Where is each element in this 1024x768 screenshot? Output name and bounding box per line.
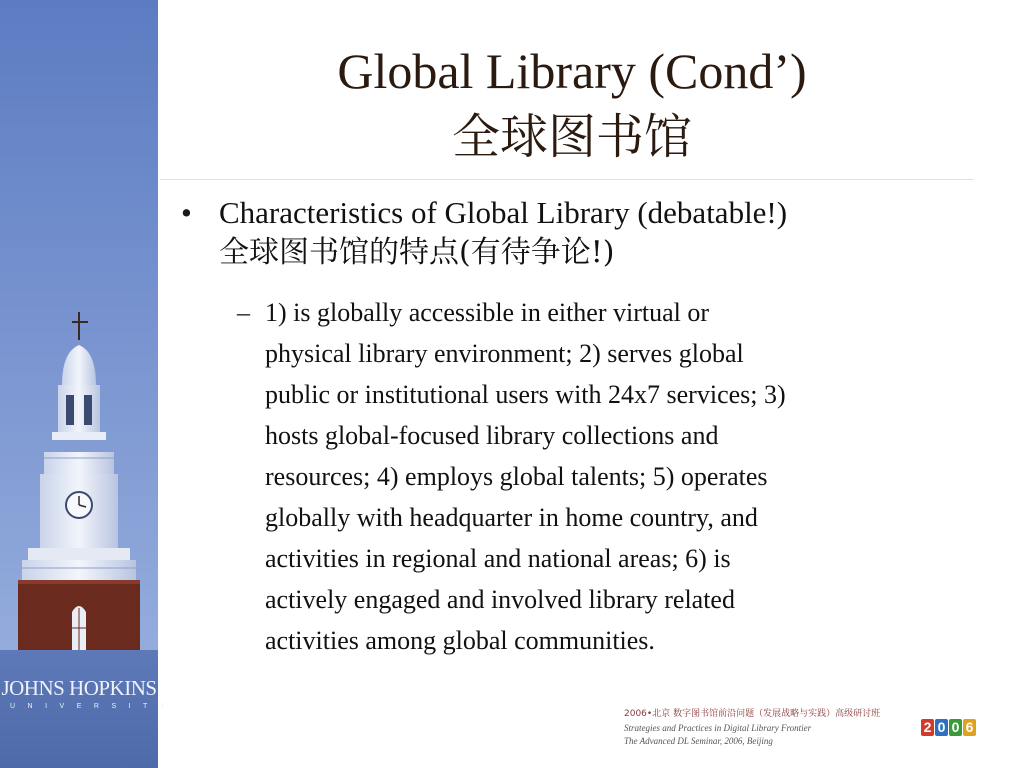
slide-title-chinese: 全球图书馆 (451, 109, 692, 165)
footer-seminar-english: Strategies and Practices in Digital Library Frontier (624, 723, 812, 733)
sub-bullet-line: activities in regional and national areas; 6) is (265, 544, 731, 573)
sub-bullet-line: 1) is globally accessible in either virtual or (265, 298, 710, 327)
footer-seminar-chinese: 2006•北京 数字图书馆前沿问题（发展战略与实践）高级研讨班 (624, 709, 881, 719)
year-digit: 0 (949, 719, 962, 736)
bullet-text-english: Characteristics of Global Library (debatable!) (219, 195, 788, 230)
jhu-logo-subtitle: UNIVERSITY (10, 703, 178, 710)
year-digit: 2 (921, 719, 934, 736)
jhu-logo-name: JOHNS HOPKINS (1, 676, 157, 700)
sub-bullet-line: public or institutional users with 24x7 services; 3) (265, 380, 786, 409)
sub-bullet-line: physical library environment; 2) serves global (265, 339, 744, 368)
sub-bullet-marker: – (237, 298, 250, 327)
sub-bullet-line: hosts global-focused library collections and (265, 421, 719, 450)
sub-bullet-line: actively engaged and involved library related (265, 585, 735, 614)
sub-bullet-line: globally with headquarter in home country, and (265, 503, 758, 532)
sub-bullet-line: resources; 4) employs global talents; 5) operates (265, 462, 768, 491)
sub-bullet-line: activities among global communities. (265, 626, 655, 655)
year-digit: 6 (963, 719, 976, 736)
sub-bullet-text (265, 292, 967, 661)
bullet-text (219, 193, 961, 273)
footer-seminar-event: The Advanced DL Seminar, 2006, Beijing (624, 736, 773, 746)
sidebar (0, 0, 178, 768)
bullet-text-chinese: 全球图书馆的特点(有待争论!) (219, 235, 615, 270)
year-digit: 0 (935, 719, 948, 736)
clock-tower-image (0, 0, 158, 650)
slide-title-english: Global Library (Cond’) (337, 43, 807, 99)
title-divider (160, 179, 974, 180)
bullet-marker: • (181, 195, 192, 230)
footer-year-logo (921, 719, 976, 736)
